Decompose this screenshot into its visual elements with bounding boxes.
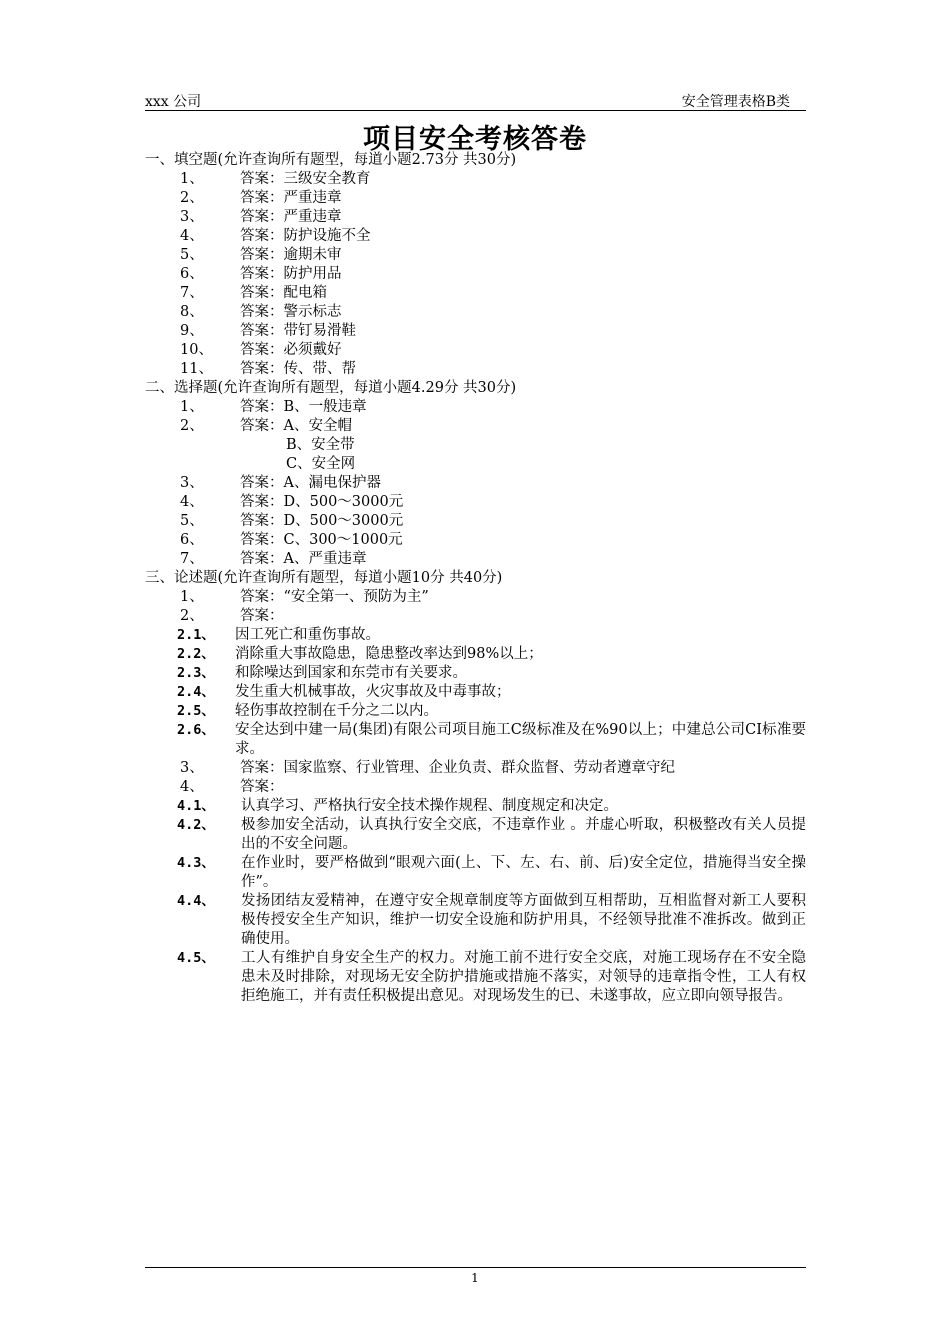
item-answer: 答案： bbox=[240, 608, 284, 624]
item-number: 5、 bbox=[180, 247, 204, 263]
item-answer: 答案：A、严重违章 bbox=[240, 551, 367, 567]
list-item bbox=[145, 759, 806, 778]
item-number: 2、 bbox=[180, 608, 204, 624]
page-number: 1 bbox=[471, 1271, 479, 1285]
item-number: 4、 bbox=[180, 779, 204, 795]
page-title: 项目安全考核答卷 bbox=[363, 124, 587, 155]
list-item bbox=[145, 227, 806, 246]
item-number: 3、 bbox=[180, 209, 204, 225]
list-item bbox=[145, 721, 806, 759]
fill-answer-list bbox=[145, 170, 806, 379]
item-number: 2.2、 bbox=[177, 646, 215, 662]
item-number: 7、 bbox=[180, 551, 204, 567]
item-answer: 极参加安全活动，认真执行安全交底，不违章作业 。并虚心听取，积极整改有关人员提出的不安全问题。 bbox=[241, 817, 806, 852]
item-answer: 答案：传、带、帮 bbox=[240, 361, 356, 377]
item-answer: 工人有维护自身安全生产的权力。对施工前不进行安全交底，对施工现场存在不安全隐患未及时排除，对现场无安全防护措施或措施不落实，对领导的违章指令性，工人有权拒绝施工，并有责任积极提出意见。对现场发生的已、未遂事故，应立即向领导报告。 bbox=[241, 950, 806, 1004]
q4-point-list bbox=[145, 797, 806, 1006]
item-number: 1、 bbox=[180, 589, 204, 605]
list-item bbox=[145, 303, 806, 322]
item-answer: 答案：D、500～3000元 bbox=[240, 494, 404, 510]
q2-point-list bbox=[145, 626, 806, 759]
item-answer: 答案：三级安全教育 bbox=[240, 171, 371, 187]
item-number: 5、 bbox=[180, 513, 204, 529]
item-number: 4.4、 bbox=[177, 893, 215, 909]
item-answer: 答案：国家监察、行业管理、企业负责、群众监督、劳动者遵章守纪 bbox=[240, 760, 675, 776]
item-number: 4、 bbox=[180, 228, 204, 244]
list-item bbox=[145, 398, 806, 417]
item-number: 2.3、 bbox=[177, 665, 215, 681]
list-item bbox=[145, 189, 806, 208]
item-answer: 答案：严重违章 bbox=[240, 209, 342, 225]
list-item bbox=[145, 170, 806, 189]
item-answer: 答案：C、300～1000元 bbox=[240, 532, 403, 548]
section-heading-essay: 三、论述题(允许查询所有题型，每道小题10分 共40分) bbox=[145, 570, 503, 586]
list-item bbox=[145, 626, 806, 645]
item-answer: 发生重大机械事故，火灾事故及中毒事故； bbox=[235, 684, 511, 700]
item-number: 2.6、 bbox=[177, 722, 215, 738]
item-number: 2.5、 bbox=[177, 703, 215, 719]
item-answer: 答案：防护设施不全 bbox=[240, 228, 371, 244]
list-item bbox=[145, 341, 806, 360]
list-item bbox=[145, 702, 806, 721]
list-item bbox=[145, 246, 806, 265]
item-answer: 因工死亡和重伤事故。 bbox=[235, 627, 380, 643]
item-number: 4.2、 bbox=[177, 817, 215, 833]
item-number: 4.3、 bbox=[177, 855, 215, 871]
item-answer: 答案： bbox=[240, 779, 284, 795]
item-answer: 轻伤事故控制在千分之二以内。 bbox=[235, 703, 438, 719]
list-item bbox=[145, 854, 806, 892]
item-answer: 答案：A、安全帽 bbox=[240, 418, 352, 434]
essay-answer-list bbox=[145, 588, 806, 1006]
item-answer: 答案：“安全第一、预防为主” bbox=[240, 589, 429, 605]
list-item bbox=[145, 550, 806, 569]
item-number: 3、 bbox=[180, 475, 204, 491]
item-number: 6、 bbox=[180, 266, 204, 282]
list-item bbox=[145, 493, 806, 512]
footer-rule bbox=[145, 1267, 806, 1268]
list-item bbox=[145, 265, 806, 284]
item-answer: 答案：严重违章 bbox=[240, 190, 342, 206]
list-item bbox=[145, 892, 806, 949]
list-item bbox=[145, 664, 806, 683]
list-item bbox=[145, 417, 806, 436]
document-body bbox=[145, 151, 806, 1006]
item-answer: 答案：防护用品 bbox=[240, 266, 342, 282]
item-answer: 答案：D、500～3000元 bbox=[240, 513, 404, 529]
item-answer: 答案：警示标志 bbox=[240, 304, 342, 320]
item-number: 2、 bbox=[180, 418, 204, 434]
item-number: 8、 bbox=[180, 304, 204, 320]
item-number: 4.1、 bbox=[177, 798, 215, 814]
item-number: 4、 bbox=[180, 494, 204, 510]
item-answer: 答案：B、一般违章 bbox=[240, 399, 367, 415]
list-item bbox=[145, 474, 806, 493]
item-answer: 答案：逾期未审 bbox=[240, 247, 342, 263]
header-rule bbox=[145, 110, 806, 111]
item-answer: 答案：必须戴好 bbox=[240, 342, 342, 358]
section-heading-choice: 二、选择题(允许查询所有题型，每道小题4.29分 共30分) bbox=[145, 380, 517, 396]
list-item bbox=[145, 360, 806, 379]
list-item bbox=[145, 284, 806, 303]
section-heading-fill: 一、填空题(允许查询所有题型，每道小题2.73分 共30分) bbox=[145, 152, 517, 168]
list-item bbox=[145, 797, 806, 816]
item-answer: 在作业时，要严格做到“眼观六面(上、下、左、右、前、后)安全定位，措施得当安全操作”。 bbox=[241, 855, 806, 890]
list-item-continuation: B、安全带 bbox=[286, 437, 355, 453]
item-number: 1、 bbox=[180, 171, 204, 187]
list-item bbox=[145, 208, 806, 227]
item-answer: 答案：A、漏电保护器 bbox=[240, 475, 381, 491]
list-item-continuation: C、安全网 bbox=[286, 456, 356, 472]
header-company: xxx 公司 bbox=[145, 94, 202, 110]
item-answer: 安全达到中建一局(集团)有限公司项目施工C级标准及在%90以上；中建总公司CI标准要求。 bbox=[235, 722, 806, 757]
list-item bbox=[145, 607, 806, 626]
list-item bbox=[145, 588, 806, 607]
item-number: 7、 bbox=[180, 285, 204, 301]
item-answer: 和除噪达到国家和东莞市有关要求。 bbox=[235, 665, 467, 681]
item-number: 2、 bbox=[180, 190, 204, 206]
choice-answer-list bbox=[145, 398, 806, 569]
list-item bbox=[145, 778, 806, 797]
list-item bbox=[145, 322, 806, 341]
item-number: 1、 bbox=[180, 399, 204, 415]
list-item bbox=[145, 512, 806, 531]
item-number: 2.4、 bbox=[177, 684, 215, 700]
item-number: 2.1、 bbox=[177, 627, 215, 643]
list-item bbox=[145, 816, 806, 854]
list-item bbox=[145, 645, 806, 664]
list-item bbox=[145, 531, 806, 550]
item-answer: 答案：带钉易滑鞋 bbox=[240, 323, 356, 339]
header-form-type: 安全管理表格B类 bbox=[681, 94, 790, 110]
item-number: 3、 bbox=[180, 760, 204, 776]
item-number: 6、 bbox=[180, 532, 204, 548]
item-answer: 认真学习、严格执行安全技术操作规程、制度规定和决定。 bbox=[241, 798, 618, 814]
item-number: 9、 bbox=[180, 323, 204, 339]
item-number: 10、 bbox=[180, 342, 213, 358]
item-number: 11、 bbox=[180, 361, 213, 377]
list-item bbox=[145, 949, 806, 1006]
list-item bbox=[145, 683, 806, 702]
item-answer: 发扬团结友爱精神，在遵守安全规章制度等方面做到互相帮助，互相监督对新工人要积极传授安全生产知识，维护一切安全设施和防护用具，不经领导批准不准拆改。做到正确使用。 bbox=[241, 893, 806, 947]
item-answer: 消除重大事故隐患，隐患整改率达到98%以上； bbox=[235, 646, 543, 662]
item-answer: 答案：配电箱 bbox=[240, 285, 327, 301]
item-number: 4.5、 bbox=[177, 950, 215, 966]
